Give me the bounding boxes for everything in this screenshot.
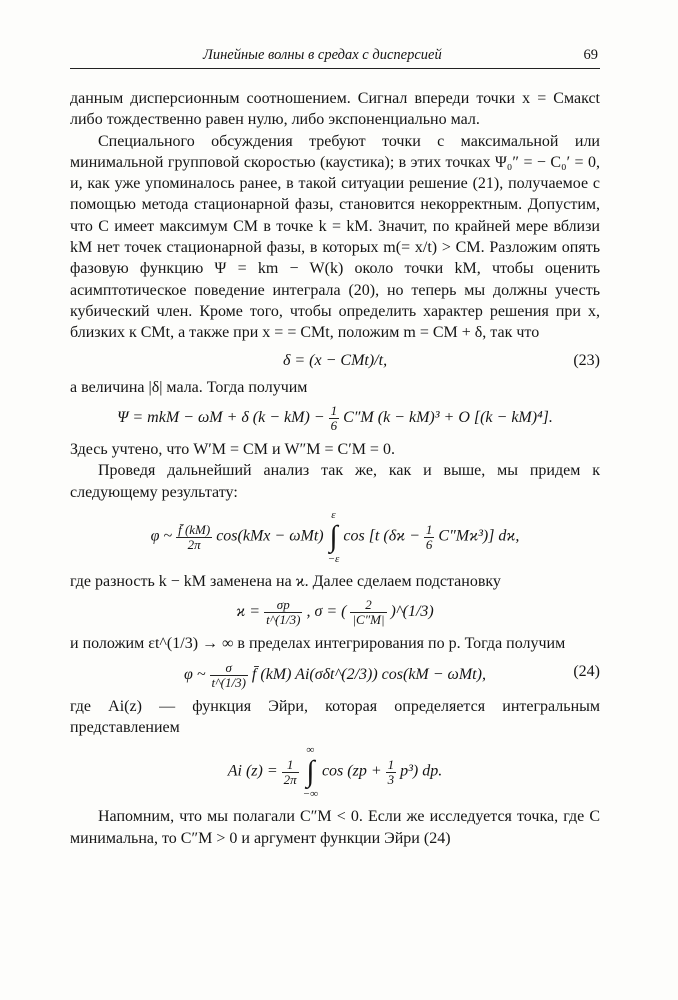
equation-phi-1 <box>70 509 600 565</box>
paragraph-1: данным дисперсионным соотношением. Сигнал впереди точки x = Cмаксt либо тождественно равен нулю, либо экспоненциально мал. <box>70 90 600 129</box>
equation-airy-part-a: Ai (z) = <box>227 762 278 780</box>
page-body <box>70 88 600 849</box>
paragraph-7: и положим εt^(1/3) → ∞ в пределах интегрирования по p. Тогда получим <box>70 635 566 653</box>
equation-24 <box>70 661 600 690</box>
paragraph-9: Напомним, что мы полагали C″M < 0. Если же исследуется точка, где C минимальна, то C″M > 0 и аргумент функции Эйри (24) <box>70 808 600 847</box>
equation-23-body: δ = (x − CMt)/t, <box>282 351 388 369</box>
running-header <box>70 44 600 69</box>
denominator: 3 <box>387 771 395 787</box>
running-title: Линейные волны в средах с дисперсией <box>203 47 442 63</box>
numerator: f̄ (kM) <box>178 521 211 537</box>
equation-phi-1-part-a: φ ~ <box>150 527 173 545</box>
denominator: 6 <box>330 418 338 434</box>
paragraph-5: Проведя дальнейший анализ так же, как и выше, мы придем к следующему результату: <box>70 462 600 501</box>
denominator: t^(1/3) <box>266 612 301 628</box>
denominator: 2π <box>187 536 201 552</box>
equation-substitution-part-a: ϰ = <box>236 603 261 621</box>
denominator: 6 <box>425 536 433 552</box>
equation-phi-1-part-c: cos [t (δϰ − <box>343 527 420 545</box>
equation-substitution-part-b: , σ = ( <box>306 603 347 621</box>
equation-24-part-b: f̄ (kM) Ai(σδt^(2/3)) cos(kM − ωMt), <box>251 665 486 683</box>
equation-substitution <box>70 598 600 627</box>
numerator: σ <box>210 661 248 676</box>
integral-upper-limit: ε <box>331 509 336 522</box>
denominator: t^(1/3) <box>211 674 246 690</box>
numerator: 1 <box>425 521 433 537</box>
denominator: 2π <box>283 771 297 787</box>
integral-sign <box>303 744 318 800</box>
equation-phi-1-part-d: C″Mϰ³)] dϰ, <box>438 527 520 545</box>
fraction <box>424 523 435 552</box>
equation-substitution-part-c: )^(1/3) <box>390 603 434 621</box>
numerator: 1 <box>387 756 395 772</box>
integral-symbol: ∫ <box>306 755 315 789</box>
numerator: 1 <box>282 758 299 773</box>
integral-lower-limit: −ε <box>327 553 340 566</box>
equation-airy <box>70 744 600 800</box>
paragraph-2: Специального обсуждения требуют точки с максимальной или минимальной групповой скоростью (каустика); в этих точках Ψ₀″ = − C₀′ = 0, и, как уже упоминалось ранее, в такой ситуации решение (21), получаемое с помощью метода стационарной фазы, становится некорректным. Допустим, что C имеет максимум CM в точке k = kM. Значит, по крайней мере вблизи kM нет точек стационарной фазы, в которых m(= x/t) > CM. Разложим опять фазовую функцию Ψ = km − W(k) около точки kM, чтобы оценить асимптотическое поведение интеграла (20), но теперь мы должны учесть кубический член. Кроме того, чтобы определить характер решения при x, близких к CMt, а также при x = = CMt, положим m = CM + δ, так что <box>70 132 600 342</box>
paragraph-8: где Ai(z) — функция Эйри, которая определяется интегральным представлением <box>70 697 600 736</box>
equation-24-number: (24) <box>573 662 600 680</box>
equation-phi-1-part-b: cos(kMx − ωMt) <box>216 527 324 545</box>
equation-psi <box>70 404 600 433</box>
paragraph-6: где разность k − kM заменена на ϰ. Далее сделаем подстановку <box>70 573 501 591</box>
fraction <box>386 758 397 787</box>
fraction <box>282 758 299 787</box>
equation-airy-part-c: p³) dp. <box>400 762 443 780</box>
equation-psi-part-a: Ψ = mkM − ωM + δ (k − kM) − <box>117 409 325 427</box>
equation-23 <box>70 350 600 371</box>
fraction <box>329 404 340 433</box>
fraction <box>176 523 212 552</box>
equation-24-part-a: φ ~ <box>184 665 206 683</box>
integral-lower-limit: −∞ <box>302 788 318 801</box>
numerator: 2 <box>350 598 386 613</box>
paragraph-4: Здесь учтено, что W′M = CM и W″M = C′M = 0. <box>70 441 395 459</box>
denominator: |C″M| <box>352 612 385 628</box>
equation-23-number: (23) <box>573 351 600 369</box>
fraction <box>350 598 386 627</box>
numerator: σp <box>264 598 302 613</box>
numerator: 1 <box>330 403 338 419</box>
integral-sign <box>328 509 340 565</box>
fraction <box>264 598 302 627</box>
integral-upper-limit: ∞ <box>306 744 315 757</box>
integral-symbol: ∫ <box>329 520 338 554</box>
equation-airy-part-b: cos (zp + <box>321 762 382 780</box>
equation-psi-part-b: C″M (k − kM)³ + O [(k − kM)⁴]. <box>343 409 553 427</box>
page-number: 69 <box>583 47 598 63</box>
paragraph-3: а величина |δ| мала. Тогда получим <box>70 378 308 396</box>
fraction <box>210 661 248 690</box>
